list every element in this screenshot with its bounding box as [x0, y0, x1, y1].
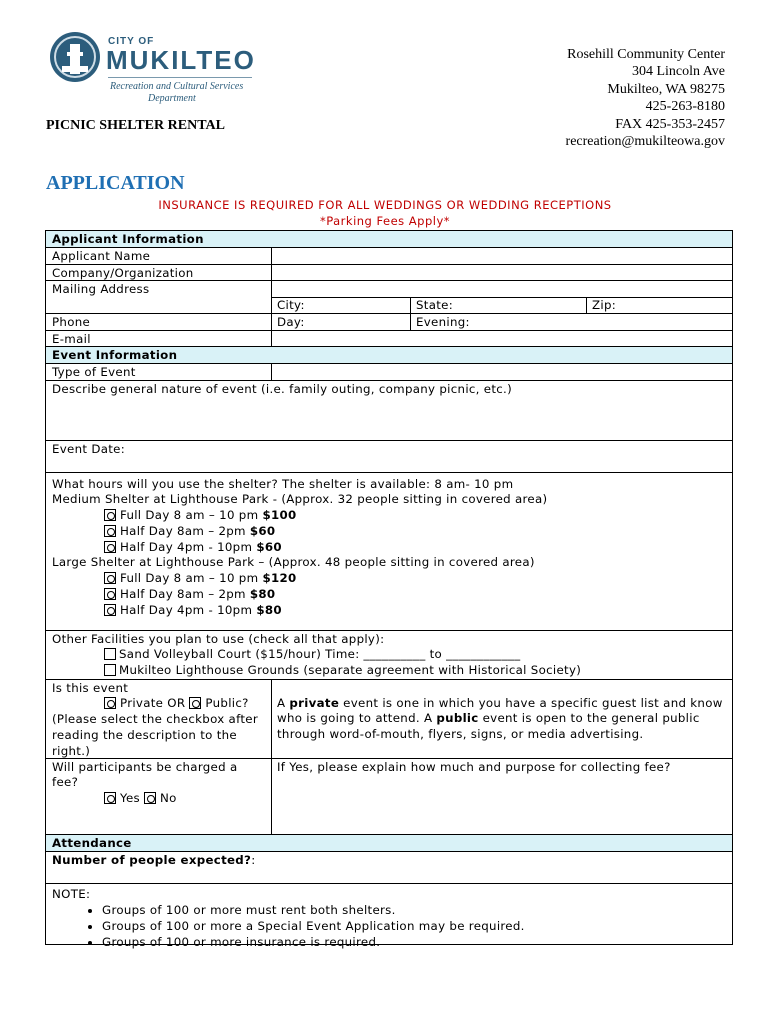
- lighthouse-logo-icon: [50, 32, 100, 82]
- large-option-full-day[interactable]: Full Day 8 am – 10 pm $120: [52, 571, 732, 587]
- private-public-choice: Private OR Public?: [52, 696, 267, 712]
- event-type-row: [46, 680, 732, 759]
- large-option-half-day-pm[interactable]: Half Day 4pm - 10pm $80: [52, 603, 732, 619]
- radio-icon[interactable]: [104, 588, 116, 600]
- describe-event-row: [46, 381, 732, 441]
- type-of-event-label: Type of Event: [52, 365, 136, 379]
- no-radio[interactable]: [144, 792, 156, 804]
- note-section: [46, 884, 732, 950]
- insurance-note: INSURANCE IS REQUIRED FOR ALL WEDDINGS OR WEDDING RECEPTIONS: [158, 198, 612, 212]
- people-expected-label: Number of people expected?:: [52, 852, 256, 867]
- event-type-description: A private event is one in which you have a specific guest list and know who is going to attend. A public event is open to the general public through word-of-mouth, flyers, signs, or media advertising.: [277, 695, 723, 742]
- note-bullet: • Groups of 100 or more insurance is required.: [102, 934, 732, 950]
- mailing-address-row: [46, 281, 732, 314]
- public-radio[interactable]: [189, 697, 201, 709]
- company-label: Company/Organization: [52, 265, 194, 280]
- shelter-hours-section: [46, 473, 732, 631]
- other-facilities-section: [46, 631, 732, 680]
- medium-shelter-label: Medium Shelter at Lighthouse Park - (Approx. 32 people sitting in covered area): [52, 492, 548, 507]
- checkbox-icon[interactable]: [104, 664, 116, 676]
- private-radio[interactable]: [104, 697, 116, 709]
- application-heading: APPLICATION: [46, 172, 185, 194]
- state-label: State:: [416, 298, 454, 312]
- radio-icon[interactable]: [104, 572, 116, 584]
- note-bullet: • Groups of 100 or more a Special Event Application may be required.: [102, 918, 732, 934]
- large-shelter-label: Large Shelter at Lighthouse Park – (Approx. 48 people sitting in covered area): [52, 555, 535, 570]
- fee-choice: Yes No: [52, 791, 267, 807]
- fee-explain-label: If Yes, please explain how much and purpose for collecting fee?: [277, 759, 671, 774]
- application-form: [45, 230, 733, 950]
- volleyball-option[interactable]: Sand Volleyball Court ($15/hour) Time: __________ to ____________: [52, 647, 732, 663]
- city-label: City:: [277, 298, 305, 312]
- email-label: E-mail: [52, 331, 91, 346]
- is-this-event-label: Is this event: [52, 680, 129, 695]
- people-expected-row: [46, 852, 732, 884]
- fee-row: [46, 759, 732, 835]
- address-line3: Mukilteo, WA 98275: [607, 81, 725, 97]
- large-option-half-day-am[interactable]: Half Day 8am – 2pm $80: [52, 587, 732, 603]
- event-section-header: Event Information: [46, 347, 732, 364]
- type-of-event-row: [46, 364, 732, 381]
- medium-option-full-day[interactable]: Full Day 8 am – 10 pm $100: [52, 508, 732, 524]
- radio-icon[interactable]: [104, 604, 116, 616]
- note-label: NOTE:: [52, 886, 91, 901]
- fee-question: Will participants be charged a fee?: [52, 759, 238, 790]
- yes-radio[interactable]: [104, 792, 116, 804]
- day-phone-label: Day:: [277, 315, 305, 329]
- lighthouse-grounds-option[interactable]: Mukilteo Lighthouse Grounds (separate agreement with Historical Society): [52, 663, 732, 679]
- radio-icon[interactable]: [104, 541, 116, 553]
- radio-icon[interactable]: [104, 525, 116, 537]
- address-phone: 425-263-8180: [645, 99, 725, 115]
- logo-department-line1: Recreation and Cultural Services: [110, 81, 244, 92]
- logo-department-line2: Department: [148, 93, 196, 104]
- applicant-name-label: Applicant Name: [52, 249, 151, 263]
- zip-label: Zip:: [592, 298, 617, 312]
- radio-icon[interactable]: [104, 509, 116, 521]
- checkbox-icon[interactable]: [104, 648, 116, 660]
- mailing-address-label: Mailing Address: [52, 282, 150, 296]
- event-date-row: [46, 441, 732, 473]
- address-email: recreation@mukilteowa.gov: [565, 134, 725, 150]
- other-facilities-label: Other Facilities you plan to use (check all that apply):: [52, 631, 385, 646]
- address-line1: Rosehill Community Center: [567, 47, 725, 62]
- hours-question: What hours will you use the shelter? The shelter is available: 8 am- 10 pm: [52, 476, 514, 491]
- applicant-section-header: Applicant Information: [46, 231, 732, 248]
- note-bullet: • Groups of 100 or more must rent both shelters.: [102, 902, 732, 918]
- phone-label: Phone: [52, 315, 91, 329]
- medium-option-half-day-am[interactable]: Half Day 8am – 2pm $60: [52, 524, 732, 540]
- logo-city-of: CITY OF: [108, 36, 155, 47]
- address-line2: 304 Lincoln Ave: [631, 64, 725, 80]
- logo-name: MUKILTEO: [106, 45, 256, 75]
- evening-phone-label: Evening:: [416, 315, 470, 329]
- parking-note: *Parking Fees Apply*: [319, 214, 451, 228]
- applicant-name-row: [46, 248, 732, 265]
- describe-event-label: Describe general nature of event (i.e. family outing, company picnic, etc.): [52, 381, 513, 396]
- address-block: [566, 46, 725, 150]
- address-fax: FAX 425-353-2457: [615, 116, 725, 132]
- city-logo: [50, 28, 260, 108]
- attendance-section-header: Attendance: [46, 835, 732, 852]
- page-title: PICNIC SHELTER RENTAL: [46, 118, 225, 133]
- company-row: [46, 265, 732, 282]
- phone-row: [46, 314, 732, 331]
- email-row: [46, 331, 732, 348]
- select-checkbox-note: (Please select the checkbox after reading the description to the right.): [52, 712, 258, 758]
- event-date-label: Event Date:: [52, 441, 126, 456]
- medium-option-half-day-pm[interactable]: Half Day 4pm - 10pm $60: [52, 540, 732, 556]
